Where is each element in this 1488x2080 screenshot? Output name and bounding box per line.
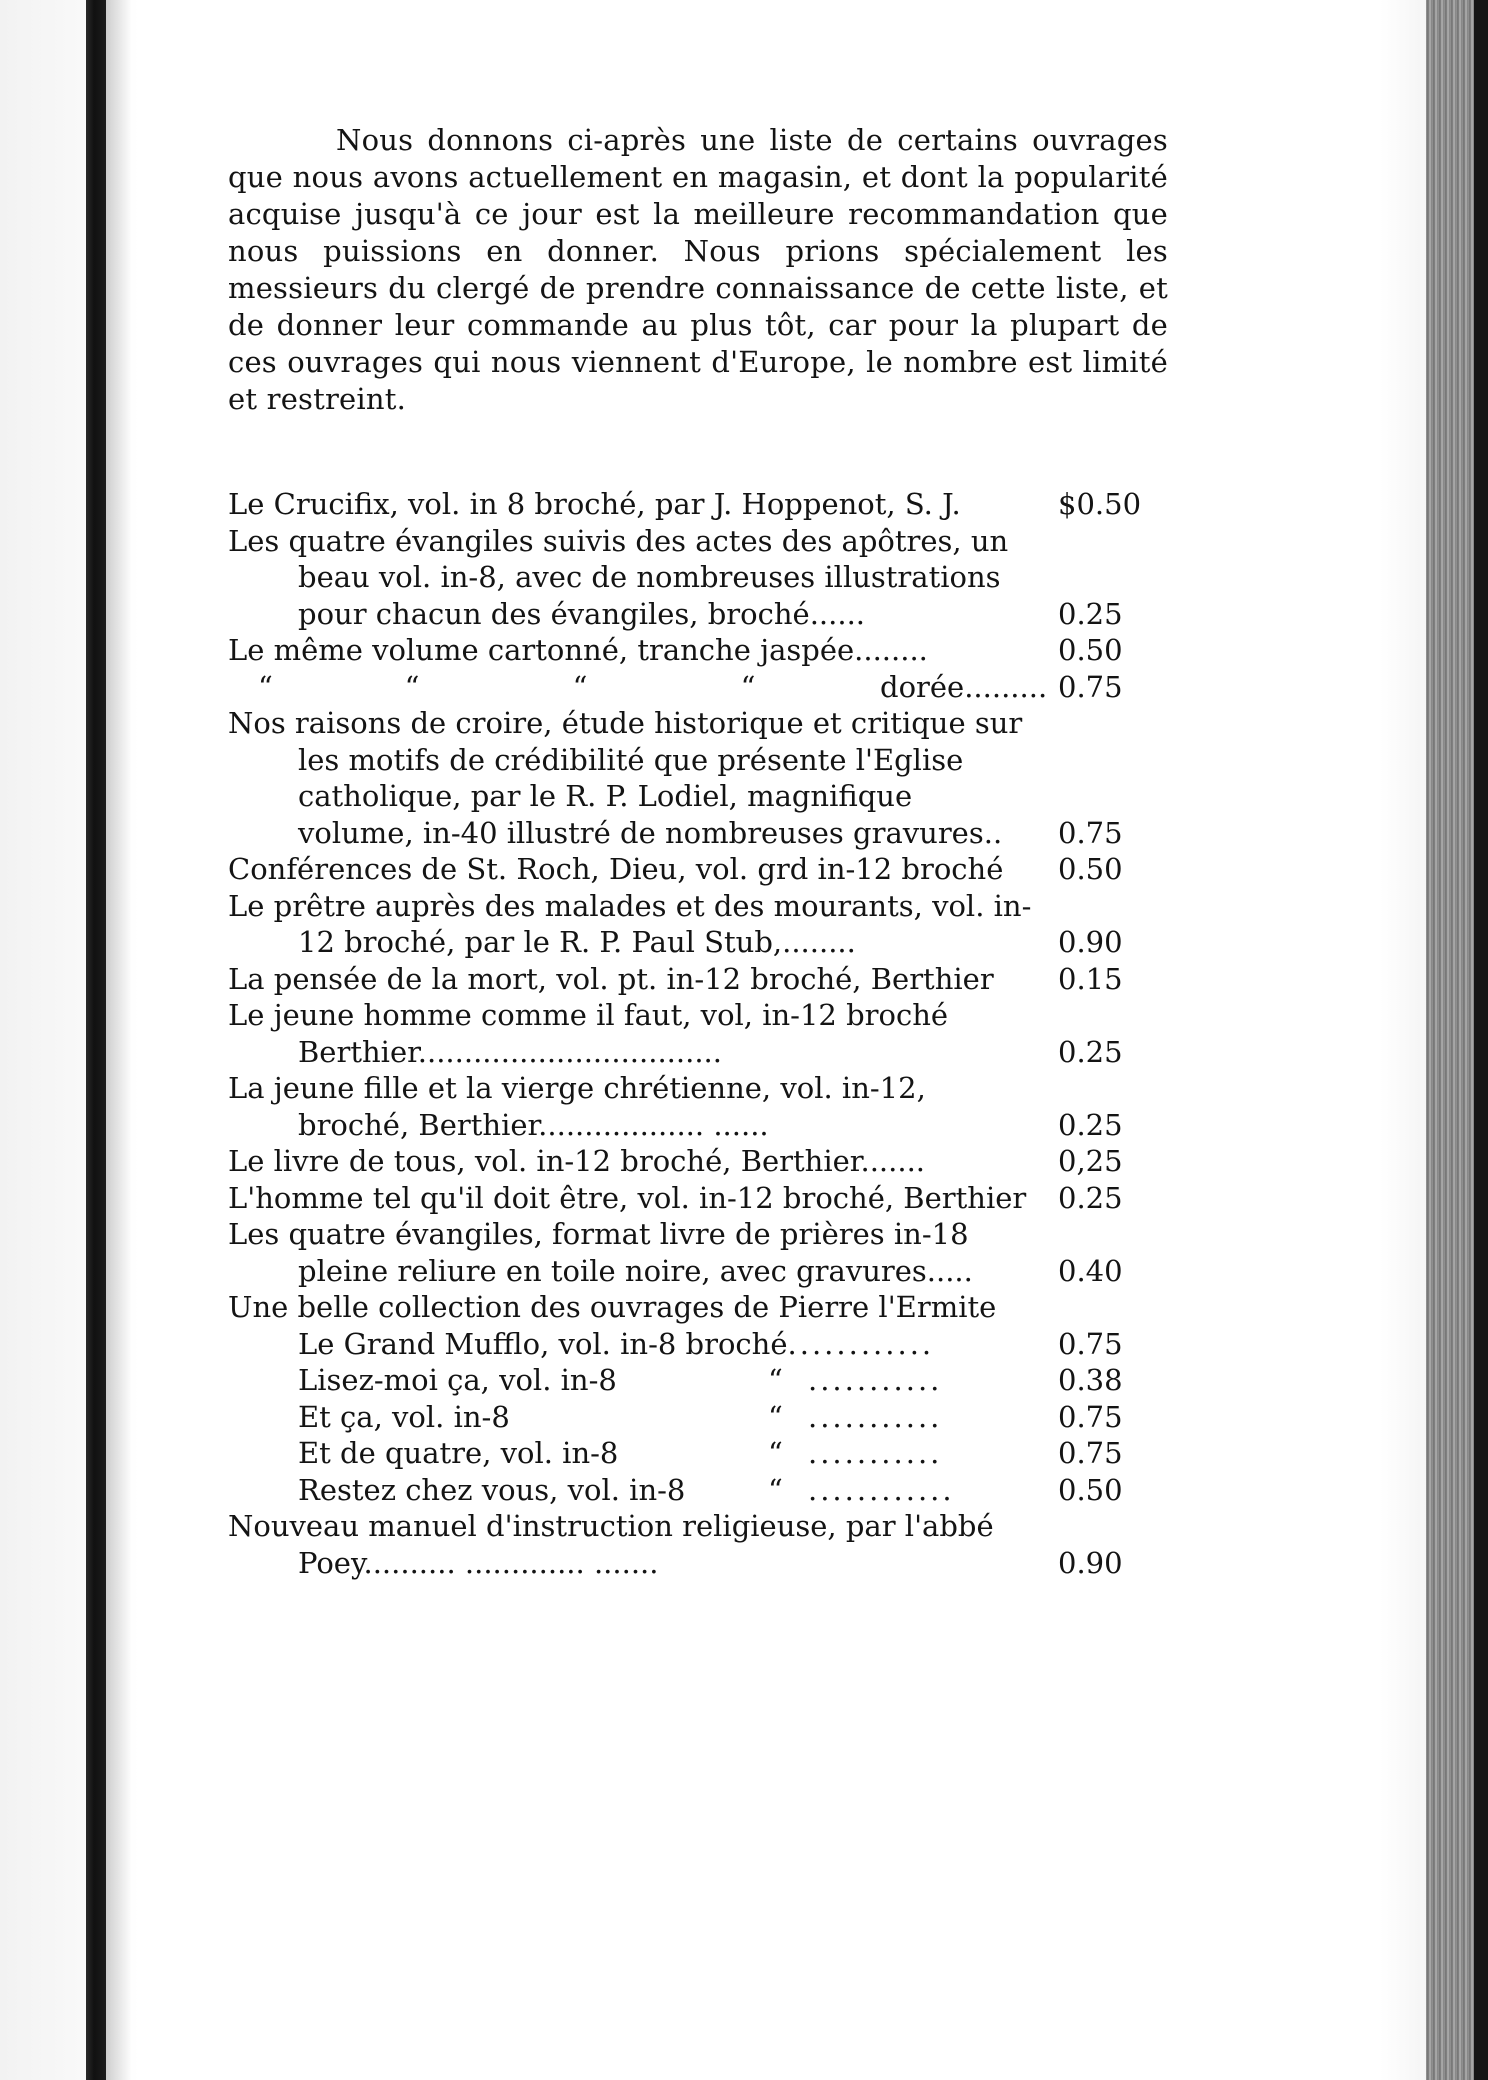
ditto-mark: “: [768, 1363, 783, 1397]
collection-item: [228, 1362, 1168, 1399]
collection-item: [228, 1435, 1168, 1472]
item-text: Les quatre évangiles suivis des actes des apôtres, un beau vol. in-8, avec de nombreuses illustrations pour chacun des évangiles, broché......: [228, 523, 1009, 631]
item-price: 0.25: [1058, 1180, 1123, 1215]
item-price: 0.25: [1058, 1034, 1123, 1069]
item-price: 0.25: [1058, 1107, 1123, 1142]
item-price: 0.75: [1058, 669, 1123, 704]
dot-leaders: ............: [808, 1472, 955, 1507]
item-price: 0.38: [1058, 1363, 1123, 1397]
list-item: [228, 632, 1168, 669]
ditto-mark: “: [768, 1436, 783, 1470]
item-price: 0.50: [1058, 852, 1123, 886]
ditto-mark: “: [740, 669, 756, 704]
item-text: La jeune fille et la vierge chrétienne, vol. in-12, broché, Berthier.................. ......: [228, 1071, 926, 1142]
item-price: 0.50: [1058, 633, 1123, 667]
list-item: [228, 486, 1168, 523]
page-content: [228, 122, 1168, 1581]
list-item: [228, 1216, 1168, 1289]
gutter-shadow: [106, 0, 132, 2080]
item-text: Conférences de St. Roch, Dieu, vol. grd in-12 broché: [228, 852, 1004, 886]
collection-title: Lisez-moi ça, vol. in-8: [298, 1363, 617, 1397]
item-text: Une belle collection des ouvrages de Pierre l'Ermite: [228, 1290, 997, 1324]
ditto-mark: “: [404, 669, 420, 704]
item-price: 0,25: [1058, 1144, 1123, 1178]
item-price: 0.50: [1058, 1472, 1123, 1507]
price-list: [228, 486, 1168, 1581]
collection-heading: [228, 1289, 1168, 1326]
ditto-mark: “: [768, 1472, 783, 1507]
list-item: [228, 961, 1168, 998]
item-text: La pensée de la mort, vol. pt. in-12 broché, Berthier: [228, 961, 994, 996]
item-price: 0.90: [1058, 1545, 1123, 1580]
list-item: [228, 1180, 1168, 1217]
item-text: Le Crucifix, vol. in 8 broché, par J. Hoppenot, S. J.: [228, 487, 961, 521]
collection-item: [228, 1472, 1168, 1509]
collection-title: Et de quatre, vol. in-8: [298, 1436, 619, 1470]
item-price: 0.15: [1058, 961, 1123, 996]
item-price: 0.25: [1058, 596, 1123, 631]
list-item: [228, 1143, 1168, 1180]
list-item-ditto: [228, 669, 1168, 706]
dot-leaders: ...........: [808, 1399, 943, 1434]
collection-title: Le Grand Mufflo, vol. in-8 broché: [298, 1326, 788, 1361]
dot-leaders: ...........: [808, 1363, 943, 1397]
item-text: Le prêtre auprès des malades et des mourants, vol. in-12 broché, par le R. P. Paul Stub,........: [228, 888, 1032, 959]
item-text: Le jeune homme comme il faut, vol, in-12 broché Berthier.................................: [228, 998, 949, 1069]
intro-paragraph: Nous donnons ci-après une liste de certains ouvrages que nous avons actuellement en magasin, et dont la popularité acquise jusqu'à ce jour est la meilleure recommandation que nous puissions en donner. Nous prions spécialement les messieurs du clergé de prendre connaissance de cette liste, et de donner leur commande au plus tôt, car pour la plupart de ces ouvrages qui nous viennent d'Europe, le nombre est limité et restreint.: [228, 123, 1168, 416]
item-price: 0.75: [1058, 1436, 1123, 1470]
list-item: [228, 705, 1168, 851]
item-text: Nouveau manuel d'instruction religieuse, par l'abbé Poey.......... ............. .......: [228, 1509, 994, 1580]
item-text: Le même volume cartonné, tranche jaspée........: [228, 633, 928, 667]
collection-title: Restez chez vous, vol. in-8: [298, 1472, 686, 1507]
collection-title: Et ça, vol. in-8: [298, 1399, 510, 1434]
item-price: 0.75: [1058, 815, 1123, 850]
ditto-mark: “: [768, 1399, 783, 1434]
list-item: [228, 523, 1168, 633]
book-cover-edge: [1474, 0, 1488, 2080]
list-item: [228, 997, 1168, 1070]
list-item: [228, 888, 1168, 961]
ditto-mark: “: [258, 669, 273, 704]
item-text: L'homme tel qu'il doit être, vol. in-12 broché, Berthier: [228, 1180, 1027, 1215]
item-text: Les quatre évangiles, format livre de prières in-18 pleine reliure en toile noire, avec gravures.....: [228, 1217, 973, 1288]
ditto-mark: “: [572, 669, 588, 704]
item-price: $0.50: [1058, 487, 1142, 521]
item-price: 0.90: [1058, 925, 1123, 959]
dot-leaders: ............: [787, 1326, 935, 1361]
book-gutter: [86, 0, 106, 2080]
list-item: [228, 851, 1168, 888]
collection-item: [228, 1399, 1168, 1436]
list-item: [228, 1508, 1168, 1581]
item-text: Nos raisons de croire, étude historique et critique sur les motifs de crédibilité que présente l'Eglise catholique, par le R. P. Lodiel, magnifique volume, in-40 illustré de nombreuses gravures..: [228, 706, 1023, 850]
dot-leaders: ...........: [808, 1436, 943, 1470]
collection-item: [228, 1326, 1168, 1363]
item-text: dorée.........: [880, 669, 1048, 704]
item-price: 0.40: [1058, 1253, 1123, 1288]
list-item: [228, 1070, 1168, 1143]
item-text: Le livre de tous, vol. in-12 broché, Berthier.......: [228, 1144, 926, 1178]
item-price: 0.75: [1058, 1326, 1123, 1361]
item-price: 0.75: [1058, 1399, 1123, 1434]
